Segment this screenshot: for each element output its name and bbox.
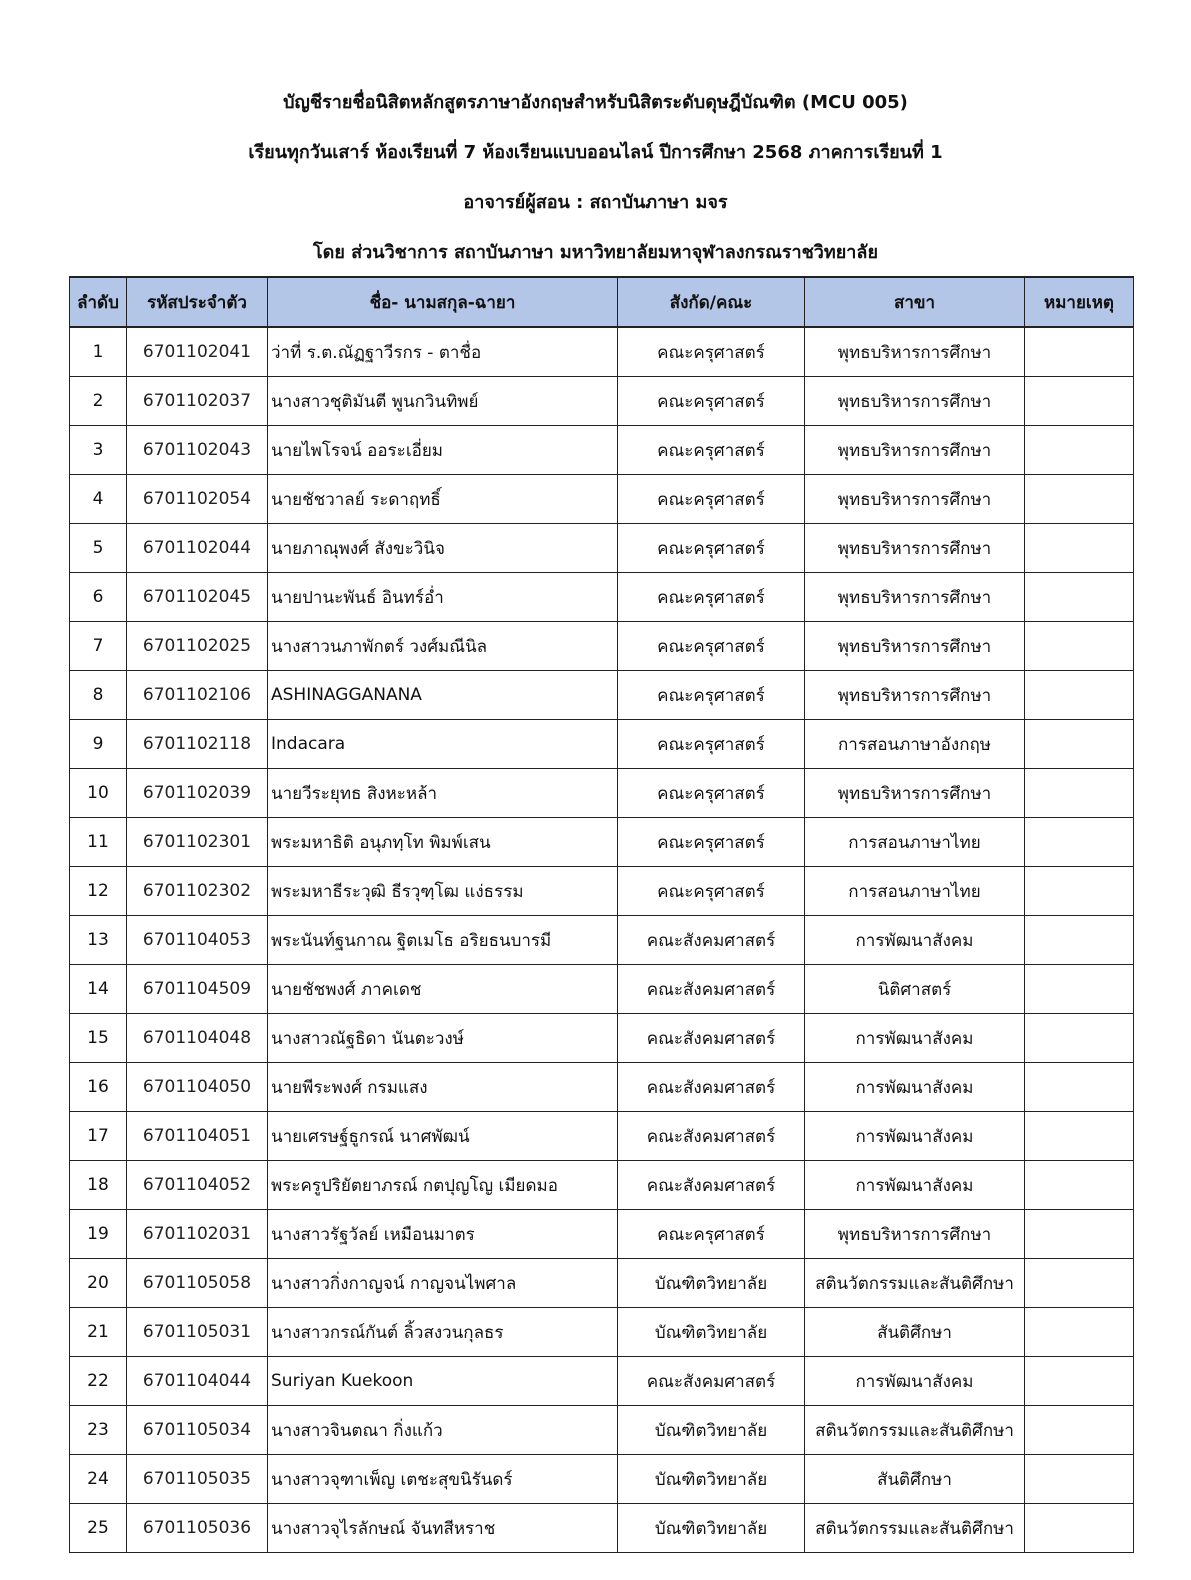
cell-student-id: 6701104051 — [127, 1112, 268, 1161]
table-row — [70, 1112, 1134, 1161]
cell-major: พุทธบริหารการศึกษา — [805, 769, 1025, 818]
cell-faculty: คณะสังคมศาสตร์ — [618, 916, 805, 965]
cell-faculty: คณะครุศาสตร์ — [618, 426, 805, 475]
cell-student-id: 6701102043 — [127, 426, 268, 475]
cell-note — [1025, 916, 1134, 965]
cell-faculty: บัณฑิตวิทยาลัย — [618, 1504, 805, 1553]
cell-major: สันติศึกษา — [805, 1308, 1025, 1357]
cell-student-name: นางสาวชุติมันตี พูนกวินทิพย์ — [268, 377, 618, 426]
cell-student-name: พระนันท์ฐนกาณ ฐิตเมโธ อริยธนบารมี — [268, 916, 618, 965]
cell-major: พุทธบริหารการศึกษา — [805, 524, 1025, 573]
cell-no: 23 — [70, 1406, 127, 1455]
instructor-line: อาจารย์ผู้สอน : สถาบันภาษา มจร — [463, 192, 728, 213]
cell-student-id: 6701102054 — [127, 475, 268, 524]
cell-no: 24 — [70, 1455, 127, 1504]
cell-student-id: 6701105058 — [127, 1259, 268, 1308]
cell-faculty: คณะสังคมศาสตร์ — [618, 1357, 805, 1406]
cell-note — [1025, 818, 1134, 867]
cell-student-name: นางสาวจุไรลักษณ์ จันทสีหราช — [268, 1504, 618, 1553]
cell-student-id: 6701105034 — [127, 1406, 268, 1455]
cell-no: 16 — [70, 1063, 127, 1112]
table-row — [70, 377, 1134, 426]
table-row — [70, 818, 1134, 867]
cell-student-id: 6701102041 — [127, 327, 268, 377]
cell-note — [1025, 622, 1134, 671]
cell-student-name: ว่าที่ ร.ต.ณัฏฐาวีรกร - ตาชื่อ — [268, 327, 618, 377]
cell-note — [1025, 377, 1134, 426]
column-header-name: ชื่อ- นามสกุล-ฉายา — [268, 277, 618, 327]
table-row — [70, 1063, 1134, 1112]
cell-faculty: คณะสังคมศาสตร์ — [618, 1014, 805, 1063]
document-header — [0, 78, 1191, 278]
cell-faculty: คณะครุศาสตร์ — [618, 475, 805, 524]
cell-major: พุทธบริหารการศึกษา — [805, 377, 1025, 426]
table-row — [70, 671, 1134, 720]
cell-no: 12 — [70, 867, 127, 916]
cell-student-name: นายเศรษฐ์ธูกรณ์ นาศพัฒน์ — [268, 1112, 618, 1161]
cell-faculty: คณะครุศาสตร์ — [618, 769, 805, 818]
cell-faculty: คณะครุศาสตร์ — [618, 1210, 805, 1259]
column-header-major: สาขา — [805, 277, 1025, 327]
cell-note — [1025, 720, 1134, 769]
cell-no: 14 — [70, 965, 127, 1014]
table-row — [70, 622, 1134, 671]
cell-student-id: 6701102031 — [127, 1210, 268, 1259]
cell-student-id: 6701102044 — [127, 524, 268, 573]
cell-major: พุทธบริหารการศึกษา — [805, 327, 1025, 377]
table-header-row — [70, 277, 1134, 327]
cell-note — [1025, 1259, 1134, 1308]
table-row — [70, 1014, 1134, 1063]
cell-faculty: คณะสังคมศาสตร์ — [618, 1112, 805, 1161]
cell-major: พุทธบริหารการศึกษา — [805, 671, 1025, 720]
cell-note — [1025, 867, 1134, 916]
cell-student-id: 6701104044 — [127, 1357, 268, 1406]
cell-student-id: 6701104509 — [127, 965, 268, 1014]
cell-faculty: คณะครุศาสตร์ — [618, 327, 805, 377]
student-roster-table — [69, 276, 1134, 1553]
cell-student-name: นางสาวณัฐธิดา นันตะวงษ์ — [268, 1014, 618, 1063]
cell-no: 20 — [70, 1259, 127, 1308]
cell-major: การพัฒนาสังคม — [805, 1357, 1025, 1406]
cell-faculty: คณะครุศาสตร์ — [618, 671, 805, 720]
cell-no: 17 — [70, 1112, 127, 1161]
cell-faculty: คณะสังคมศาสตร์ — [618, 1063, 805, 1112]
cell-student-id: 6701102118 — [127, 720, 268, 769]
table-row — [70, 1210, 1134, 1259]
cell-major: สตินวัตกรรมและสันติศึกษา — [805, 1406, 1025, 1455]
table-row — [70, 1504, 1134, 1553]
cell-note — [1025, 573, 1134, 622]
cell-note — [1025, 1014, 1134, 1063]
cell-student-id: 6701104052 — [127, 1161, 268, 1210]
cell-major: นิติศาสตร์ — [805, 965, 1025, 1014]
cell-faculty: คณะครุศาสตร์ — [618, 622, 805, 671]
column-header-note: หมายเหตุ — [1025, 277, 1134, 327]
cell-student-id: 6701104053 — [127, 916, 268, 965]
cell-faculty: คณะสังคมศาสตร์ — [618, 965, 805, 1014]
cell-note — [1025, 1063, 1134, 1112]
cell-student-name: นายไพโรจน์ ออระเอี่ยม — [268, 426, 618, 475]
cell-student-id: 6701102037 — [127, 377, 268, 426]
column-header-id: รหัสประจำตัว — [127, 277, 268, 327]
cell-major: สันติศึกษา — [805, 1455, 1025, 1504]
cell-faculty: คณะสังคมศาสตร์ — [618, 1161, 805, 1210]
cell-note — [1025, 1210, 1134, 1259]
cell-note — [1025, 1357, 1134, 1406]
cell-student-name: นางสาวจินตณา กิ่งแก้ว — [268, 1406, 618, 1455]
table-row — [70, 327, 1134, 377]
cell-no: 6 — [70, 573, 127, 622]
cell-major: พุทธบริหารการศึกษา — [805, 573, 1025, 622]
cell-student-id: 6701105036 — [127, 1504, 268, 1553]
cell-note — [1025, 671, 1134, 720]
cell-no: 5 — [70, 524, 127, 573]
cell-faculty: คณะครุศาสตร์ — [618, 573, 805, 622]
cell-no: 18 — [70, 1161, 127, 1210]
cell-note — [1025, 1455, 1134, 1504]
cell-student-name: Suriyan Kuekoon — [268, 1357, 618, 1406]
cell-student-name: นางสาวจุฑาเพ็ญ เตชะสุขนิรันดร์ — [268, 1455, 618, 1504]
cell-major: สตินวัตกรรมและสันติศึกษา — [805, 1504, 1025, 1553]
cell-student-name: นางสาวกิ่งกาญจน์ กาญจนไพศาล — [268, 1259, 618, 1308]
cell-note — [1025, 1308, 1134, 1357]
document-title: บัญชีรายชื่อนิสิตหลักสูตรภาษาอังกฤษสำหรับนิสิตระดับดุษฎีบัณฑิต (MCU 005) — [283, 92, 908, 113]
cell-note — [1025, 965, 1134, 1014]
cell-no: 25 — [70, 1504, 127, 1553]
cell-major: การพัฒนาสังคม — [805, 1014, 1025, 1063]
cell-faculty: คณะครุศาสตร์ — [618, 720, 805, 769]
cell-student-name: นางสาวนภาพักตร์ วงศ์มณีนิล — [268, 622, 618, 671]
cell-note — [1025, 1504, 1134, 1553]
cell-major: สตินวัตกรรมและสันติศึกษา — [805, 1259, 1025, 1308]
cell-student-name: นายพีระพงศ์ กรมแสง — [268, 1063, 618, 1112]
cell-no: 13 — [70, 916, 127, 965]
cell-no: 7 — [70, 622, 127, 671]
table-row — [70, 1455, 1134, 1504]
cell-note — [1025, 327, 1134, 377]
cell-faculty: คณะครุศาสตร์ — [618, 377, 805, 426]
cell-no: 22 — [70, 1357, 127, 1406]
cell-major: พุทธบริหารการศึกษา — [805, 1210, 1025, 1259]
cell-student-name: นายชัชวาลย์ ระดาฤทธิ์ — [268, 475, 618, 524]
cell-no: 11 — [70, 818, 127, 867]
cell-student-id: 6701104048 — [127, 1014, 268, 1063]
cell-faculty: บัณฑิตวิทยาลัย — [618, 1308, 805, 1357]
class-schedule: เรียนทุกวันเสาร์ ห้องเรียนที่ 7 ห้องเรียนแบบออนไลน์ ปีการศึกษา 2568 ภาคการเรียนที่ 1 — [248, 142, 943, 163]
cell-major: การพัฒนาสังคม — [805, 1161, 1025, 1210]
table-row — [70, 720, 1134, 769]
cell-student-name: Indacara — [268, 720, 618, 769]
cell-student-name: ASHINAGGANANA — [268, 671, 618, 720]
table-row — [70, 916, 1134, 965]
cell-note — [1025, 1161, 1134, 1210]
cell-student-id: 6701102025 — [127, 622, 268, 671]
cell-faculty: บัณฑิตวิทยาลัย — [618, 1455, 805, 1504]
cell-no: 4 — [70, 475, 127, 524]
table-row — [70, 1357, 1134, 1406]
cell-student-id: 6701102301 — [127, 818, 268, 867]
cell-student-id: 6701102302 — [127, 867, 268, 916]
cell-student-id: 6701105031 — [127, 1308, 268, 1357]
cell-student-name: นางสาวรัฐวัลย์ เหมือนมาตร — [268, 1210, 618, 1259]
cell-student-id: 6701102045 — [127, 573, 268, 622]
cell-faculty: คณะครุศาสตร์ — [618, 867, 805, 916]
cell-note — [1025, 769, 1134, 818]
organizer-line: โดย ส่วนวิชาการ สถาบันภาษา มหาวิทยาลัยมหาจุฬาลงกรณราชวิทยาลัย — [313, 242, 878, 263]
column-header-faculty: สังกัด/คณะ — [618, 277, 805, 327]
cell-major: การสอนภาษาไทย — [805, 818, 1025, 867]
cell-student-name: นางสาวกรณ์กันต์ ลิ้วสงวนกุลธร — [268, 1308, 618, 1357]
cell-no: 15 — [70, 1014, 127, 1063]
cell-major: พุทธบริหารการศึกษา — [805, 426, 1025, 475]
cell-faculty: บัณฑิตวิทยาลัย — [618, 1259, 805, 1308]
cell-student-name: พระมหาธีระวุฒิ ธีรวุฑฺโฒ แง่ธรรม — [268, 867, 618, 916]
table-row — [70, 965, 1134, 1014]
cell-major: การพัฒนาสังคม — [805, 916, 1025, 965]
cell-student-name: พระครูปริยัตยาภรณ์ กตปุญโญ เมียดมอ — [268, 1161, 618, 1210]
table-body — [70, 327, 1134, 1553]
cell-no: 10 — [70, 769, 127, 818]
cell-major: พุทธบริหารการศึกษา — [805, 622, 1025, 671]
cell-no: 3 — [70, 426, 127, 475]
cell-student-name: นายวีระยุทธ สิงหะหล้า — [268, 769, 618, 818]
table-row — [70, 1308, 1134, 1357]
cell-no: 2 — [70, 377, 127, 426]
cell-major: การสอนภาษาไทย — [805, 867, 1025, 916]
cell-note — [1025, 1112, 1134, 1161]
cell-no: 21 — [70, 1308, 127, 1357]
table-row — [70, 769, 1134, 818]
cell-faculty: คณะครุศาสตร์ — [618, 524, 805, 573]
cell-student-id: 6701102039 — [127, 769, 268, 818]
cell-no: 1 — [70, 327, 127, 377]
cell-student-name: นายปานะพันธ์ อินทร์อ่ำ — [268, 573, 618, 622]
cell-major: พุทธบริหารการศึกษา — [805, 475, 1025, 524]
cell-major: การสอนภาษาอังกฤษ — [805, 720, 1025, 769]
table-row — [70, 524, 1134, 573]
table-row — [70, 867, 1134, 916]
table-row — [70, 1406, 1134, 1455]
cell-note — [1025, 426, 1134, 475]
table-row — [70, 573, 1134, 622]
cell-no: 8 — [70, 671, 127, 720]
cell-student-id: 6701104050 — [127, 1063, 268, 1112]
cell-student-id: 6701102106 — [127, 671, 268, 720]
cell-student-name: พระมหาธิติ อนุภทฺโท พิมพ์เสน — [268, 818, 618, 867]
cell-no: 19 — [70, 1210, 127, 1259]
table-row — [70, 475, 1134, 524]
cell-faculty: คณะครุศาสตร์ — [618, 818, 805, 867]
table-row — [70, 1259, 1134, 1308]
cell-major: การพัฒนาสังคม — [805, 1112, 1025, 1161]
table-row — [70, 426, 1134, 475]
cell-student-name: นายชัชพงศ์ ภาคเดช — [268, 965, 618, 1014]
cell-student-name: นายภาณุพงศ์ สังขะวินิจ — [268, 524, 618, 573]
cell-note — [1025, 475, 1134, 524]
cell-student-id: 6701105035 — [127, 1455, 268, 1504]
column-header-no: ลำดับ — [70, 277, 127, 327]
cell-note — [1025, 1406, 1134, 1455]
cell-no: 9 — [70, 720, 127, 769]
cell-note — [1025, 524, 1134, 573]
table-row — [70, 1161, 1134, 1210]
cell-major: การพัฒนาสังคม — [805, 1063, 1025, 1112]
cell-faculty: บัณฑิตวิทยาลัย — [618, 1406, 805, 1455]
